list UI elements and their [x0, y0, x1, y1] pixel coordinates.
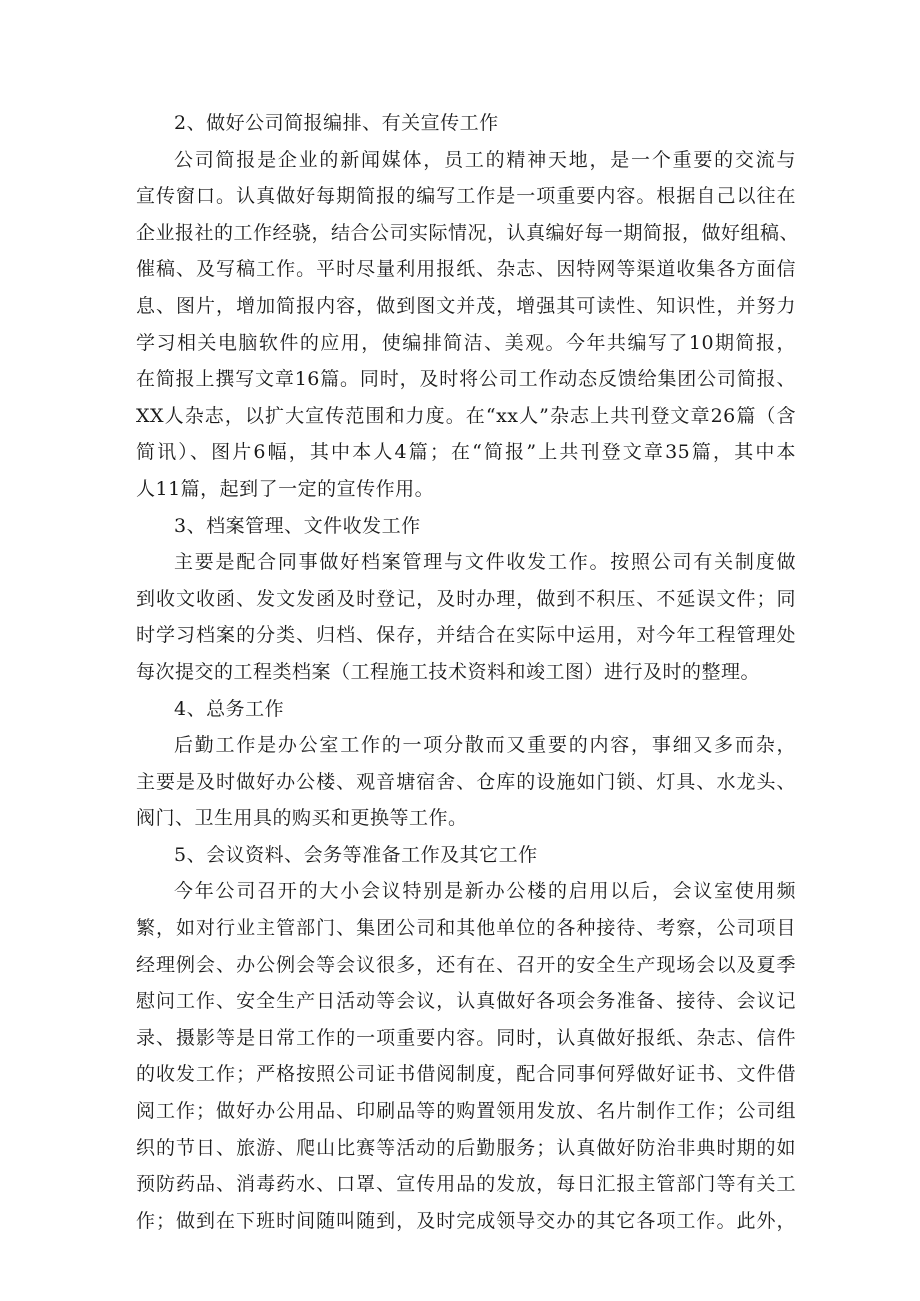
paragraph-line: 人11篇，起到了一定的宣传作用。	[136, 477, 435, 500]
paragraph-line: XX人杂志，以扩大宣传范围和力度。在“xx人”杂志上共刊登文章26篇（含	[136, 404, 796, 427]
paragraph-line: 慰问工作、安全生产日活动等会议，认真做好各项会务准备、接待、会议记	[136, 990, 796, 1013]
paragraph-line: 主要是及时做好办公楼、观音塘宿舍、仓库的设施如门锁、灯具、水龙头、	[136, 770, 796, 793]
paragraph-line: 阅工作；做好办公用品、印刷品等的购置领用发放、名片制作工作；公司组	[136, 1100, 796, 1123]
paragraph-line: 每次提交的工程类档案（工程施工技术资料和竣工图）进行及时的整理。	[136, 660, 761, 683]
paragraph-line: 息、图片，增加简报内容，做到图文并茂，增强其可读性、知识性，并努力	[136, 294, 796, 317]
paragraph-line: 到收文收函、发文发函及时登记，及时办理，做到不积压、不延误文件；同	[136, 587, 796, 610]
paragraph-line: 织的节日、旅游、爬山比赛等活动的后勤服务；认真做好防治非典时期的如	[136, 1136, 796, 1159]
paragraph-line: 作；做到在下班时间随叫随到，及时完成领导交办的其它各项工作。此外，	[136, 1209, 796, 1232]
paragraph-line: 公司简报是企业的新闻媒体，员工的精神天地，是一个重要的交流与	[174, 148, 796, 171]
paragraph-line: 经理例会、办公例会等会议很多，还有在、召开的安全生产现场会以及夏季	[136, 953, 796, 976]
paragraph-line: 时学习档案的分类、归档、保存，并结合在实际中运用，对今年工程管理处	[136, 624, 796, 647]
paragraph-line: 后勤工作是办公室工作的一项分散而又重要的内容，事细又多而杂，	[174, 734, 796, 757]
paragraph-line: 预防药品、消毒药水、口罩、宣传用品的发放，每日汇报主管部门等有关工	[136, 1173, 796, 1196]
paragraph-line: 的收发工作；严格按照公司证书借阅制度，配合同事何殍做好证书、文件借	[136, 1063, 796, 1086]
paragraph-line: 繁，如对行业主管部门、集团公司和其他单位的各种接待、考察，公司项目	[136, 917, 796, 940]
paragraph-line: 主要是配合同事做好档案管理与文件收发工作。按照公司有关制度做	[174, 551, 796, 574]
section-heading-5: 5、会议资料、会务等准备工作及其它工作	[174, 843, 538, 866]
section-heading-3: 3、档案管理、文件收发工作	[174, 514, 421, 537]
paragraph-line: 录、摄影等是日常工作的一项重要内容。同时，认真做好报纸、杂志、信件	[136, 1026, 796, 1049]
paragraph-line: 在简报上撰写文章16篇。同时，及时将公司工作动态反馈给集团公司简报、	[136, 368, 796, 391]
paragraph-line: 催稿、及写稿工作。平时尽量利用报纸、杂志、因特网等渠道收集各方面信	[136, 258, 796, 281]
section-heading-4: 4、总务工作	[174, 697, 285, 720]
paragraph-line: 学习相关电脑软件的应用，使编排简洁、美观。今年共编写了10期简报，	[136, 331, 796, 354]
document-page	[136, 105, 800, 1239]
paragraph-line: 企业报社的工作经骁，结合公司实际情况，认真编好每一期简报，做好组稿、	[136, 221, 800, 244]
paragraph-line: 今年公司召开的大小会议特别是新办公楼的启用以后，会议室使用频	[174, 880, 796, 903]
paragraph-line: 简讯）、图片6幅，其中本人4篇；在“简报”上共刊登文章35篇，其中本	[136, 441, 796, 464]
paragraph-line: 宣传窗口。认真做好每期简报的编写工作是一项重要内容。根据自己以往在	[136, 185, 796, 208]
section-heading-2: 2、做好公司简报编排、有关宣传工作	[174, 112, 499, 134]
paragraph-line: 阀门、卫生用具的购买和更换等工作。	[136, 807, 468, 830]
